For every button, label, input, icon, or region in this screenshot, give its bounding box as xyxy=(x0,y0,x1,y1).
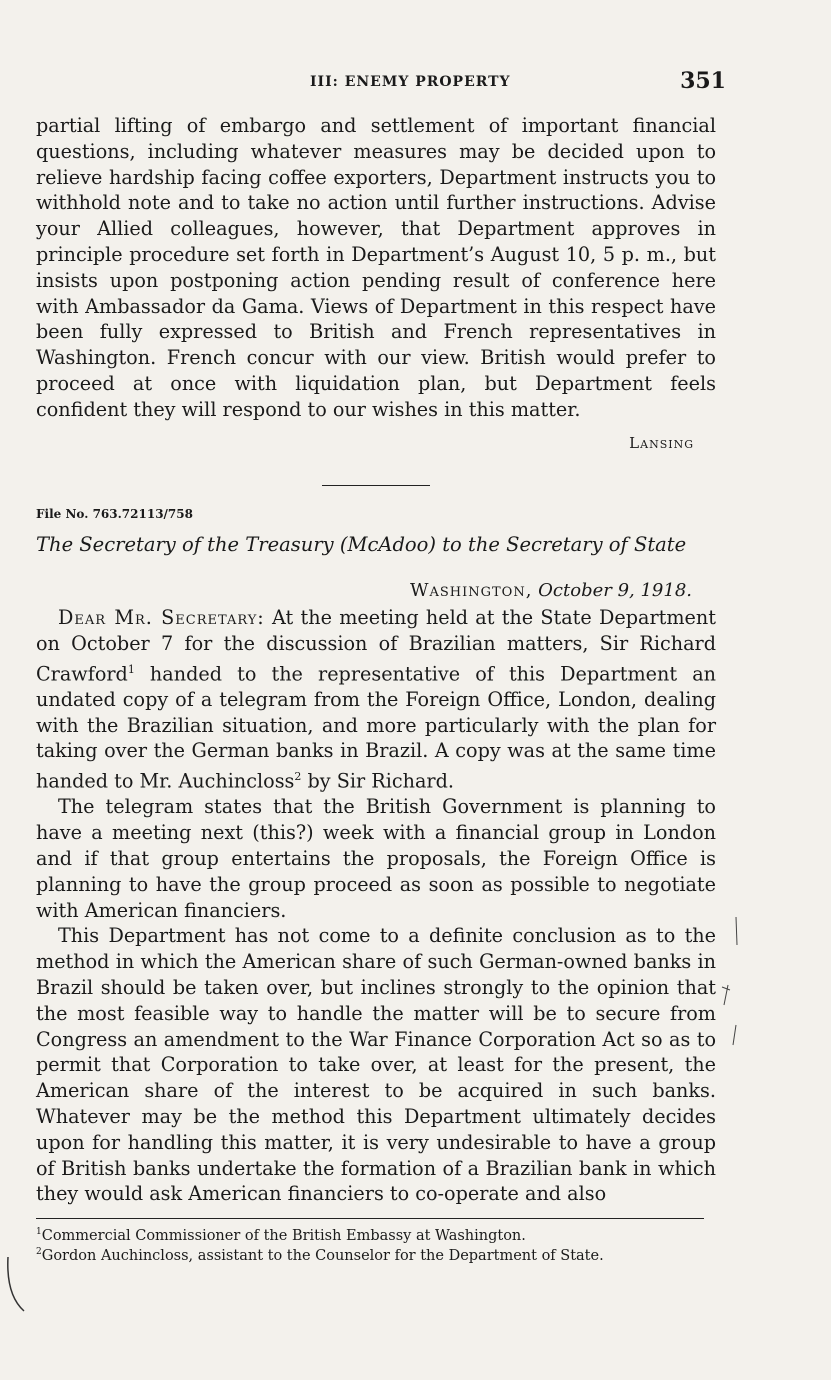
salutation: Dear Mr. Secretary: xyxy=(58,606,265,629)
margin-annotation-mark xyxy=(700,915,740,1055)
page-header xyxy=(36,70,726,100)
running-head: III: ENEMY PROPERTY xyxy=(310,74,511,90)
dateline-date: October 9, 1918. xyxy=(538,580,692,601)
para1-text-b: handed to the representative of this Department an undated copy of a telegram from the Foreign Office, London, dealing with the Brazilian situation, and more particularly with the plan for taking over the German banks in Brazil. A copy was at the same time handed to Mr. Auchincloss xyxy=(36,661,716,793)
file-number: File No. 763.72113/758 xyxy=(36,507,193,521)
dateline xyxy=(36,580,692,601)
footnote-ref-2: 2 xyxy=(294,770,302,784)
letter-body xyxy=(36,605,716,1207)
document-title: The Secretary of the Treasury (McAdoo) to the Secretary of State xyxy=(36,533,687,556)
continued-telegram xyxy=(36,113,716,423)
letter-paragraph-2: The telegram states that the British Government is planning to have a meeting next (this?) week with a financial group in London and if that group entertains the proposals, the Foreign Office is planning to have the group proceed as soon as possible to negotiate with American financiers. xyxy=(36,795,716,922)
letter-paragraph-3: This Department has not come to a definite conclusion as to the method in which the American share of such German-owned banks in Brazil should be taken over, but inclines strongly to the opinion that the most feasible way to handle the matter will be to secure from Congress an amendment to the War Finance Corporation Act so as to permit that Corporation to take over, at least for the present, the American share of the interest to be acquired in such banks. Whatever may be the method this Department ultimately decides upon for handling this matter, it is very undesirable to have a group of British banks undertake the formation of a Brazilian bank in which they would ask American financiers to co-operate and also xyxy=(36,924,716,1206)
footnote-rule xyxy=(36,1218,704,1219)
para1-text-a: At the meeting held at the State Department on October 7 for the discussion of Brazilian matters, Sir Richard Crawford xyxy=(36,606,716,685)
page-number: 351 xyxy=(680,68,726,94)
footnote-1 xyxy=(36,1224,700,1244)
footnote-2-mark: 2 xyxy=(36,1247,42,1258)
footnote-ref-1: 1 xyxy=(127,662,135,676)
footnotes xyxy=(36,1224,700,1265)
para1-text-c: by Sir Richard. xyxy=(301,769,454,793)
footnote-2-text: Gordon Auchincloss, assistant to the Counselor for the Department of State. xyxy=(41,1248,604,1265)
footnote-2 xyxy=(36,1244,700,1264)
continued-paragraph: partial lifting of embargo and settlement of important financial questions, including whatever measures may be decided upon to relieve hardship facing coffee exporters, Department instructs you to withhold note and to take no action until further instructions. Advise your Allied colleagues, however, that Department approves in principle procedure set forth in Department’s August 10, 5 p. m., but insists upon postponing action pending result of conference here with Ambassador da Gama. Views of Department in this respect have been fully expressed to British and French representatives in Washington. French concur with our view. British would prefer to proceed at once with liquidation plan, but Department feels confident they will respond to our wishes in this matter. xyxy=(36,114,716,421)
signature: Lansing xyxy=(629,434,694,452)
footnote-1-mark: 1 xyxy=(36,1227,42,1237)
section-divider xyxy=(322,485,430,486)
left-margin-bracket-mark xyxy=(2,1255,32,1315)
letter-paragraph-1 xyxy=(36,605,716,794)
footnote-1-text: Commercial Commissioner of the British Embassy at Washington. xyxy=(41,1227,526,1244)
dateline-place: Washington, xyxy=(409,580,533,601)
